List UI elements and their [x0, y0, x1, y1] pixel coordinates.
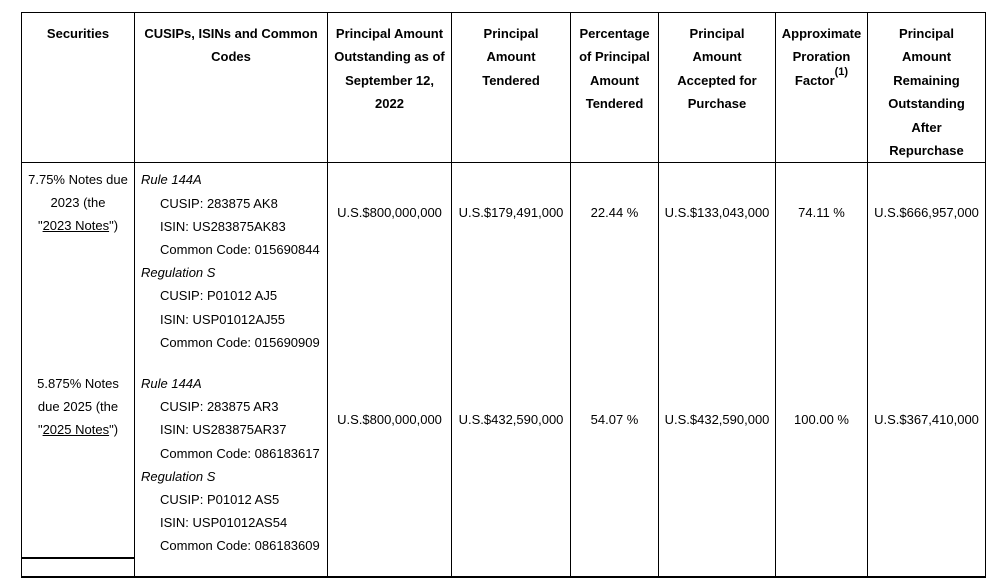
header-cusips-isins-common-codes: [135, 13, 328, 163]
header-line: Percentage: [579, 26, 650, 41]
header-remaining-outstanding: [868, 13, 986, 163]
regulation-s-label: Regulation S: [141, 468, 216, 484]
header-accepted-for-purchase: [659, 13, 776, 163]
cusip-line: CUSIP: P01012 AJ5: [160, 288, 278, 304]
proration-factor-cell: 74.11 %: [776, 163, 868, 359]
defined-term-underlined: 2023 Notes: [42, 218, 110, 234]
header-line: Proration: [792, 49, 851, 65]
empty-cell: [776, 558, 868, 577]
cusip-line: CUSIP: 283875 AR3: [160, 399, 279, 415]
quote-open: ": [37, 218, 43, 234]
accepted-for-purchase-cell: U.S.$133,043,000: [659, 163, 776, 359]
isin-line: ISIN: US283875AK83: [160, 218, 286, 234]
header-line: Outstanding as of: [334, 49, 445, 65]
quote-close: "): [109, 218, 119, 234]
securities-cell: [22, 163, 135, 359]
securities-cell: [22, 359, 135, 558]
table-row-2025-notes: [22, 359, 986, 558]
header-line: Codes: [211, 49, 251, 65]
header-line: Remaining: [893, 72, 960, 88]
common-code-line: Common Code: 015690909: [160, 334, 320, 350]
header-line: Amount: [692, 49, 742, 65]
header-line: Amount: [901, 49, 952, 65]
accepted-for-purchase-cell: U.S.$432,590,000: [659, 359, 776, 558]
empty-cell: [452, 558, 571, 577]
footnote-1-marker: (1): [834, 66, 849, 79]
security-name-line: due 2025 (the: [37, 398, 119, 414]
rule-144a-label: Rule 144A: [141, 172, 202, 188]
quote-open: ": [37, 421, 43, 437]
header-row: [22, 13, 986, 163]
header-principal-tendered: [452, 13, 571, 163]
header-line: Outstanding: [888, 96, 965, 112]
security-name-line: [22, 214, 134, 237]
common-code-line: Common Code: 015690844: [160, 242, 320, 258]
header-line: Repurchase: [889, 143, 964, 159]
empty-cell: [135, 558, 328, 577]
isin-line: ISIN: US283875AR37: [160, 422, 287, 438]
header-line: Securities: [46, 26, 110, 41]
header-proration-factor: [776, 13, 868, 163]
header-line: Purchase: [687, 96, 747, 112]
percentage-tendered-cell: 54.07 %: [571, 359, 659, 558]
principal-tendered-cell: U.S.$432,590,000: [452, 359, 571, 558]
principal-outstanding-cell: U.S.$800,000,000: [328, 163, 452, 359]
table-row-2023-notes: [22, 163, 986, 359]
header-line: Amount: [486, 49, 536, 65]
security-name-line: 7.75% Notes due: [28, 172, 128, 188]
header-percentage-tendered: [571, 13, 659, 163]
header-line: [776, 66, 867, 92]
proration-factor-cell: 100.00 %: [776, 359, 868, 558]
empty-cell: [328, 558, 452, 577]
tender-offer-results-table: [21, 12, 986, 578]
defined-term-underlined: 2025 Notes: [42, 421, 110, 437]
empty-cell: [659, 558, 776, 577]
principal-tendered-cell: U.S.$179,491,000: [452, 163, 571, 359]
security-name-line: 2023 (the: [50, 195, 106, 211]
header-line: 2022: [375, 96, 404, 112]
common-code-line: Common Code: 086183617: [160, 445, 320, 461]
principal-outstanding-cell: U.S.$800,000,000: [328, 359, 452, 558]
common-code-line: Common Code: 086183609: [160, 538, 320, 554]
header-securities: [22, 13, 135, 163]
header-line: Accepted for: [677, 72, 757, 88]
cusip-line: CUSIP: P01012 AS5: [160, 491, 280, 507]
isin-line: ISIN: USP01012AS54: [160, 515, 288, 531]
percentage-tendered-cell: 22.44 %: [571, 163, 659, 359]
header-line: of Principal: [579, 49, 650, 65]
codes-cell: [135, 163, 328, 359]
header-principal-outstanding: [328, 13, 452, 163]
header-line: Principal: [689, 26, 745, 41]
header-line: September 12,: [345, 72, 434, 88]
regulation-s-label: Regulation S: [141, 265, 216, 281]
header-line: After: [911, 119, 942, 135]
factor-label: Factor: [794, 72, 835, 88]
quote-close: "): [109, 421, 119, 437]
header-line: Tendered: [482, 72, 540, 88]
security-name-line: [22, 418, 134, 441]
empty-cell: [868, 558, 986, 577]
header-line: Amount: [589, 72, 640, 88]
remaining-outstanding-cell: U.S.$666,957,000: [868, 163, 986, 359]
remaining-outstanding-cell: U.S.$367,410,000: [868, 359, 986, 558]
codes-cell: [135, 359, 328, 558]
header-line: Principal Amount: [335, 26, 444, 41]
header-line: Principal: [899, 26, 954, 41]
rule-144a-label: Rule 144A: [141, 375, 202, 391]
header-line: Approximate: [781, 26, 862, 41]
empty-cell: [571, 558, 659, 577]
cusip-line: CUSIP: 283875 AK8: [160, 195, 278, 211]
isin-line: ISIN: USP01012AJ55: [160, 311, 286, 327]
empty-bottom-row: [22, 558, 986, 577]
header-line: Principal: [483, 26, 539, 41]
header-line: Tendered: [585, 96, 644, 112]
header-line: CUSIPs, ISINs and Common: [144, 26, 318, 41]
security-name-line: 5.875% Notes: [37, 375, 119, 391]
empty-securities-footer-cell: [22, 558, 135, 577]
